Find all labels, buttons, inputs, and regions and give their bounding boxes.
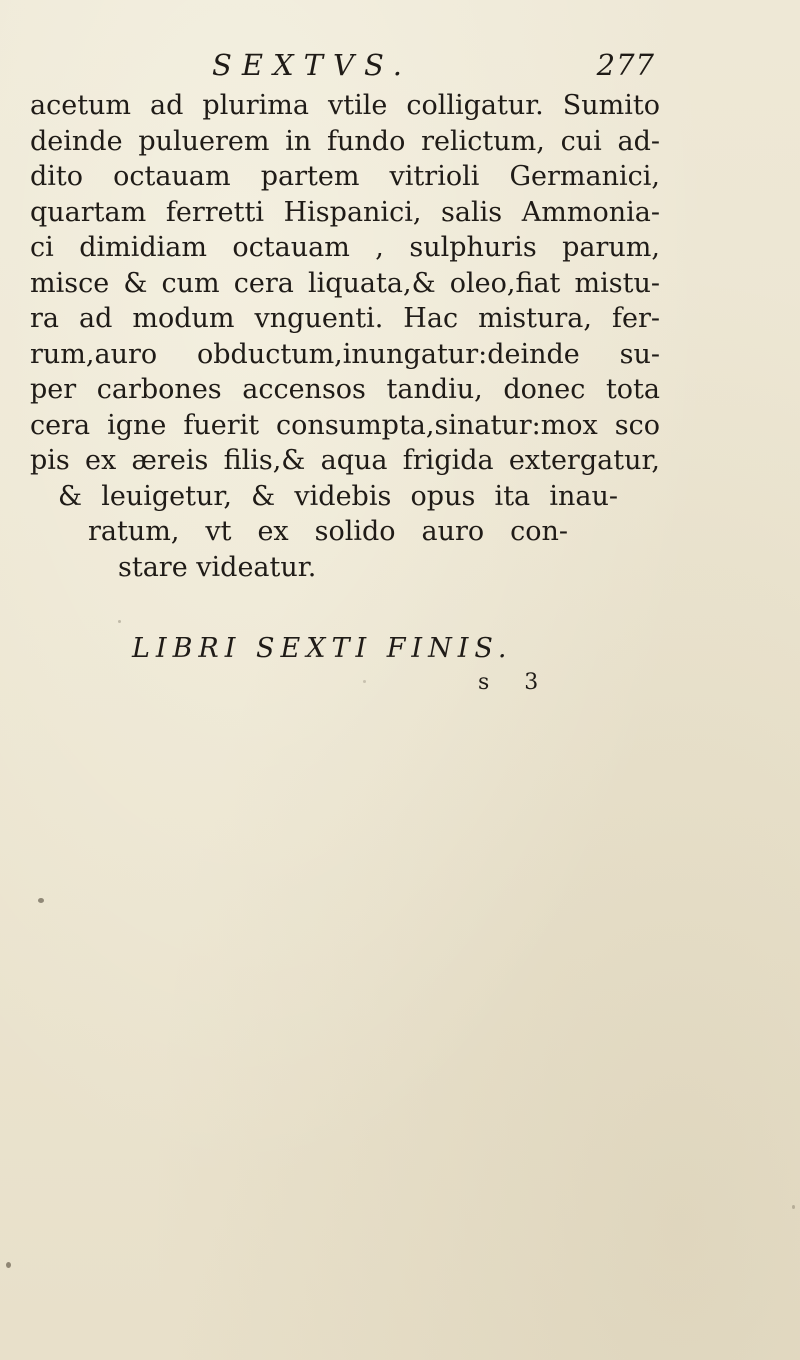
text-line: ci dimidiam octauam , sulphuris parum,: [30, 232, 660, 263]
signature-mark: s 3: [478, 670, 553, 695]
text-line: per carbones accensos tandiu, donec tota: [30, 374, 660, 405]
running-head: SEXTVS.: [212, 48, 413, 82]
page-header: [200, 48, 655, 88]
paper-speck: [6, 1262, 11, 1268]
paper-speck: [38, 898, 44, 903]
text-line: acetum ad plurima vtile colligatur. Sumito: [30, 90, 660, 121]
text-line: & leuigetur, & videbis opus ita inau-: [58, 480, 618, 512]
text-line: pis ex æreis filis,& aqua frigida extergatur,: [30, 445, 660, 476]
text-line: misce & cum cera liquata,& oleo,fiat mistu-: [30, 267, 660, 299]
text-line: ra ad modum vnguenti. Hac mistura, fer-: [30, 303, 660, 334]
body-text: [30, 88, 660, 585]
paper-speck: [792, 1205, 795, 1209]
colophon: LIBRI SEXTI FINIS.: [132, 633, 513, 664]
text-line: rum,auro obductum,inungatur:deinde su-: [30, 338, 660, 370]
text-line: cera igne fuerit consumpta,sinatur:mox sco: [30, 409, 660, 441]
text-line: dito octauam partem vitrioli Germanici,: [30, 161, 660, 192]
paper-speck: [118, 620, 121, 623]
text-line: deinde puluerem in fundo relictum, cui ad-: [30, 125, 660, 157]
paper-speck: [363, 680, 366, 683]
text-line: stare videatur.: [118, 551, 317, 583]
page-number: 277: [596, 48, 655, 82]
text-line: quartam ferretti Hispanici, salis Ammonia-: [30, 196, 660, 228]
text-line: ratum, vt ex solido auro con-: [88, 516, 568, 547]
